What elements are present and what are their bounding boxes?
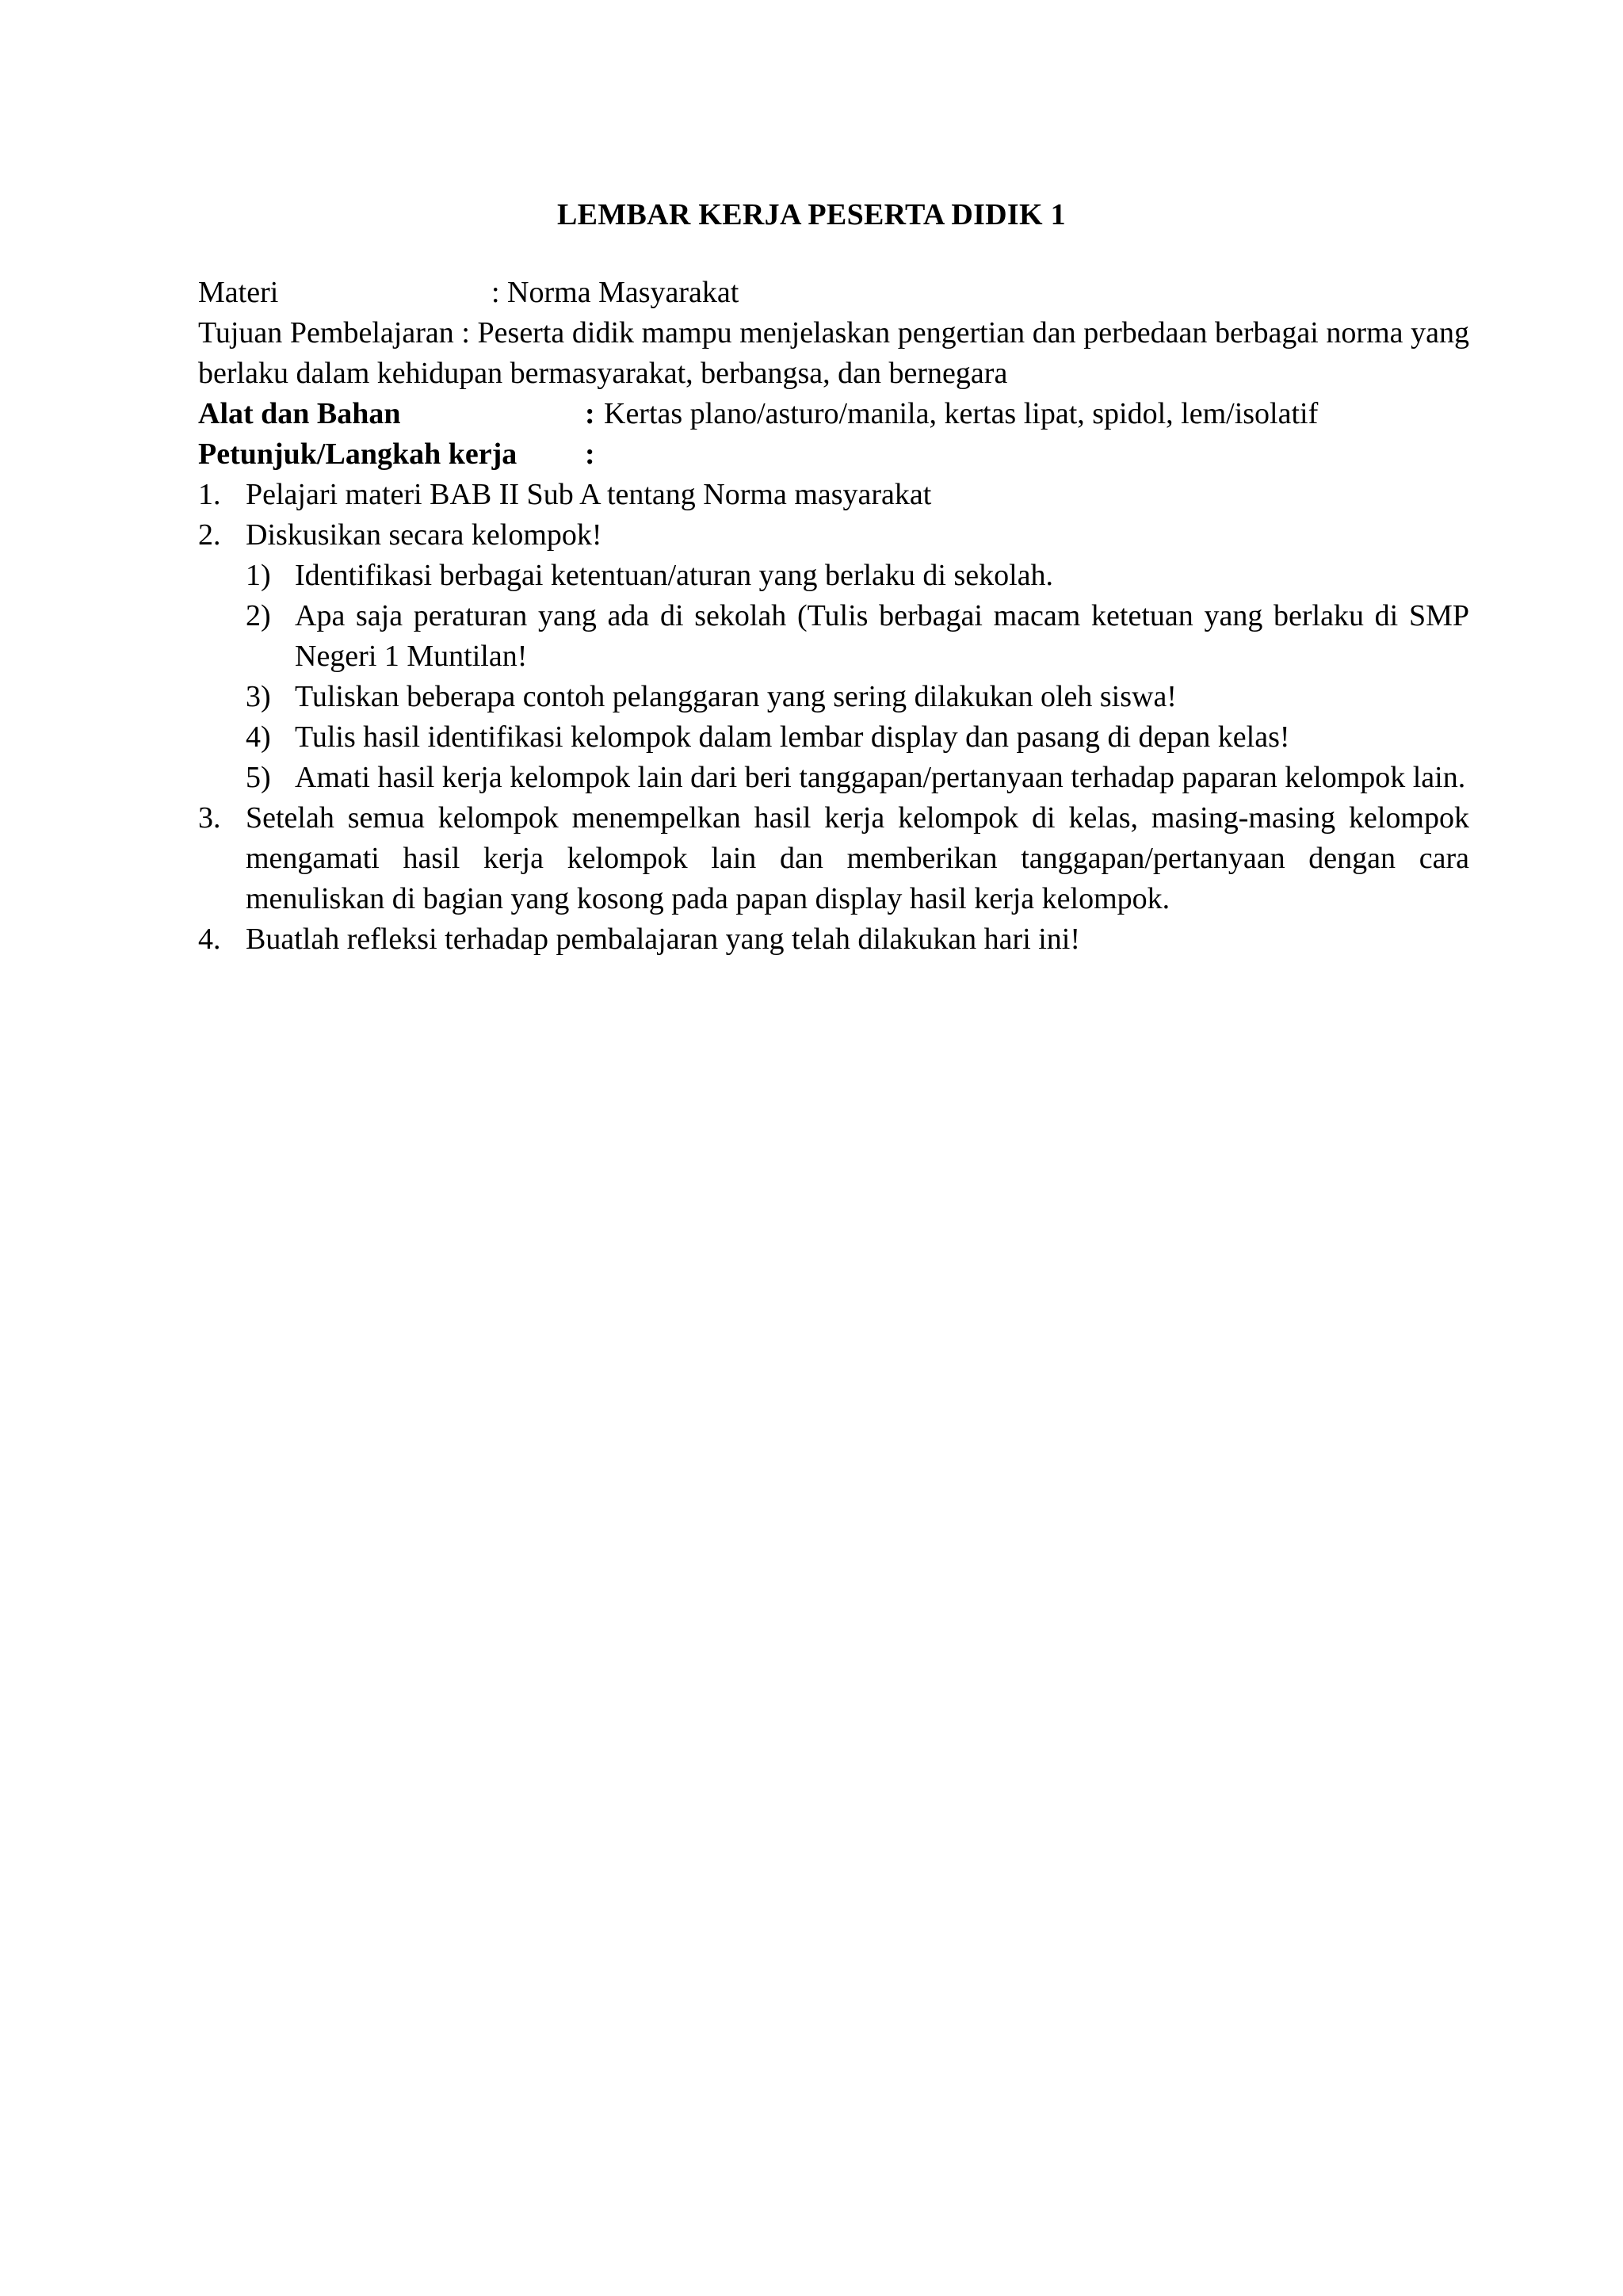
step-number: 2. [198, 518, 221, 552]
list-item [198, 475, 1469, 515]
tujuan-value: : Peserta didik mampu menjelaskan pengertian dan perbedaan berbagai norma yang berlaku dalam kehidupan bermasyarakat, berbangsa, dan bernegara [198, 316, 1470, 390]
petunjuk-row [198, 434, 1469, 475]
alat-row [198, 394, 1469, 434]
sub-list-item [198, 556, 1469, 596]
sub-step-text: Amati hasil kerja kelompok lain dari beri tanggapan/pertanyaan terhadap paparan kelompok lain. [295, 761, 1466, 794]
sub-step-number: 5) [246, 761, 271, 794]
step-text: Buatlah refleksi terhadap pembalajaran yang telah dilakukan hari ini! [246, 923, 1081, 956]
tujuan-label: Tujuan Pembelajaran [198, 316, 454, 350]
alat-value: Kertas plano/asturo/manila, kertas lipat, spidol, lem/isolatif [604, 397, 1319, 430]
step-number: 1. [198, 478, 221, 511]
sub-list-item [198, 717, 1469, 758]
list-item [198, 919, 1469, 960]
sub-list-item [198, 596, 1469, 677]
worksheet-content [198, 273, 1469, 960]
sub-step-text: Identifikasi berbagai ketentuan/aturan yang berlaku di sekolah. [295, 559, 1054, 592]
steps-list [198, 475, 1469, 960]
sub-step-text: Apa saja peraturan yang ada di sekolah (Tulis berbagai macam ketetuan yang berlaku di SMP Negeri 1 Muntilan! [295, 599, 1469, 673]
tujuan-row [198, 313, 1469, 394]
list-item [198, 515, 1469, 556]
step-number: 4. [198, 923, 221, 956]
sub-step-number: 4) [246, 720, 271, 754]
sub-step-text: Tulis hasil identifikasi kelompok dalam lembar display dan pasang di depan kelas! [295, 720, 1290, 754]
sub-step-number: 1) [246, 559, 271, 592]
alat-label: Alat dan Bahan [198, 397, 401, 430]
step-text: Setelah semua kelompok menempelkan hasil kerja kelompok di kelas, masing-masing kelompok mengamati hasil kerja kelompok lain dan memberikan tanggapan/pertanyaan dengan cara menuliskan di bagian yang kosong pada papan display hasil kerja kelompok. [246, 801, 1469, 915]
list-item [198, 798, 1469, 919]
sub-step-number: 2) [246, 599, 271, 632]
step-text: Diskusikan secara kelompok! [246, 518, 602, 552]
sub-list-item [198, 758, 1469, 798]
step-number: 3. [198, 801, 221, 835]
materi-label: Materi [198, 276, 279, 309]
petunjuk-label: Petunjuk/Langkah kerja [198, 437, 517, 471]
step-text: Pelajari materi BAB II Sub A tentang Norma masyarakat [246, 478, 932, 511]
sub-step-number: 3) [246, 680, 271, 713]
sub-list-item [198, 677, 1469, 717]
sub-step-text: Tuliskan beberapa contoh pelanggaran yang sering dilakukan oleh siswa! [295, 680, 1177, 713]
alat-colon: : [585, 397, 595, 430]
materi-row [198, 273, 1469, 313]
materi-value: : Norma Masyarakat [491, 276, 739, 309]
petunjuk-colon: : [585, 437, 595, 471]
page-title: LEMBAR KERJA PESERTA DIDIK 1 [557, 198, 1066, 231]
